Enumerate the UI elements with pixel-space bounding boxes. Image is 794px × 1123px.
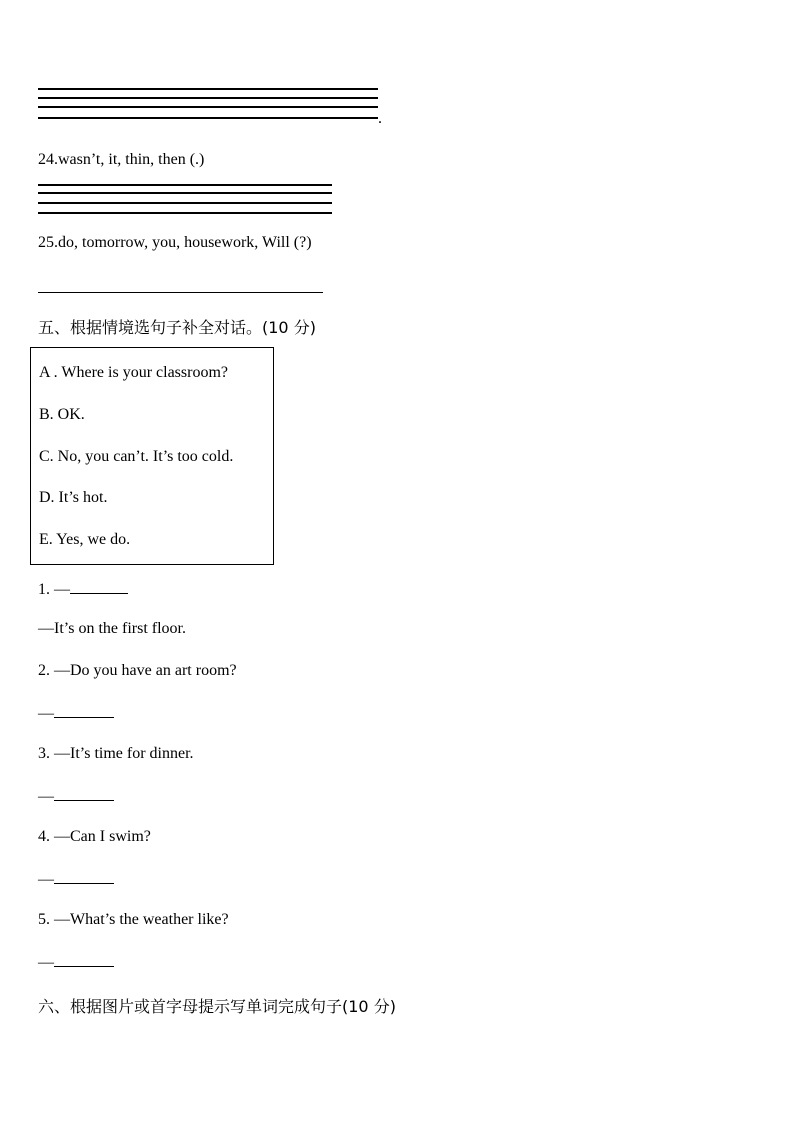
dialog-3-line2 — [38, 786, 114, 806]
section5-title: 五、根据情境选句子补全对话。(10 分) — [38, 318, 316, 337]
q23-end-mark: . — [378, 110, 382, 127]
writing-line — [38, 117, 378, 119]
writing-line — [38, 192, 332, 194]
dialog-5-line2 — [38, 952, 114, 972]
answer-blank-1[interactable] — [70, 579, 128, 594]
options-box — [30, 347, 274, 565]
answer-blank-3[interactable] — [54, 786, 114, 801]
writing-line — [38, 97, 378, 99]
dialog-1-prompt: 1. — — [38, 581, 70, 598]
q25-answer-line[interactable] — [38, 292, 323, 293]
writing-line — [38, 184, 332, 186]
dialog-2-dash: — — [38, 705, 54, 722]
writing-line — [38, 202, 332, 204]
dialog-4-line1: 4. —Can I swim? — [38, 828, 151, 845]
writing-line — [38, 88, 378, 90]
option-a: A . Where is your classroom? — [39, 364, 228, 381]
option-c: C. No, you can’t. It’s too cold. — [39, 448, 234, 465]
dialog-2-line1: 2. —Do you have an art room? — [38, 662, 237, 679]
dialog-5-dash: — — [38, 954, 54, 971]
answer-blank-5[interactable] — [54, 952, 114, 967]
dialog-3-dash: — — [38, 788, 54, 805]
option-b: B. OK. — [39, 406, 85, 423]
option-e: E. Yes, we do. — [39, 531, 131, 548]
dialog-4-line2 — [38, 869, 114, 889]
dialog-4-dash: — — [38, 871, 54, 888]
dialog-1-line1 — [38, 579, 128, 599]
answer-blank-2[interactable] — [54, 703, 114, 718]
option-d: D. It’s hot. — [39, 489, 108, 506]
section6-title: 六、根据图片或首字母提示写单词完成句子(10 分) — [38, 997, 396, 1016]
writing-line — [38, 106, 378, 108]
dialog-1-line2: —It’s on the first floor. — [38, 620, 186, 637]
answer-blank-4[interactable] — [54, 869, 114, 884]
dialog-2-line2 — [38, 703, 114, 723]
q25-prompt: 25.do, tomorrow, you, housework, Will (?) — [38, 234, 312, 251]
dialog-5-line1: 5. —What’s the weather like? — [38, 911, 229, 928]
q24-prompt: 24.wasn’t, it, thin, then (.) — [38, 151, 205, 168]
writing-line — [38, 212, 332, 214]
dialog-3-line1: 3. —It’s time for dinner. — [38, 745, 194, 762]
